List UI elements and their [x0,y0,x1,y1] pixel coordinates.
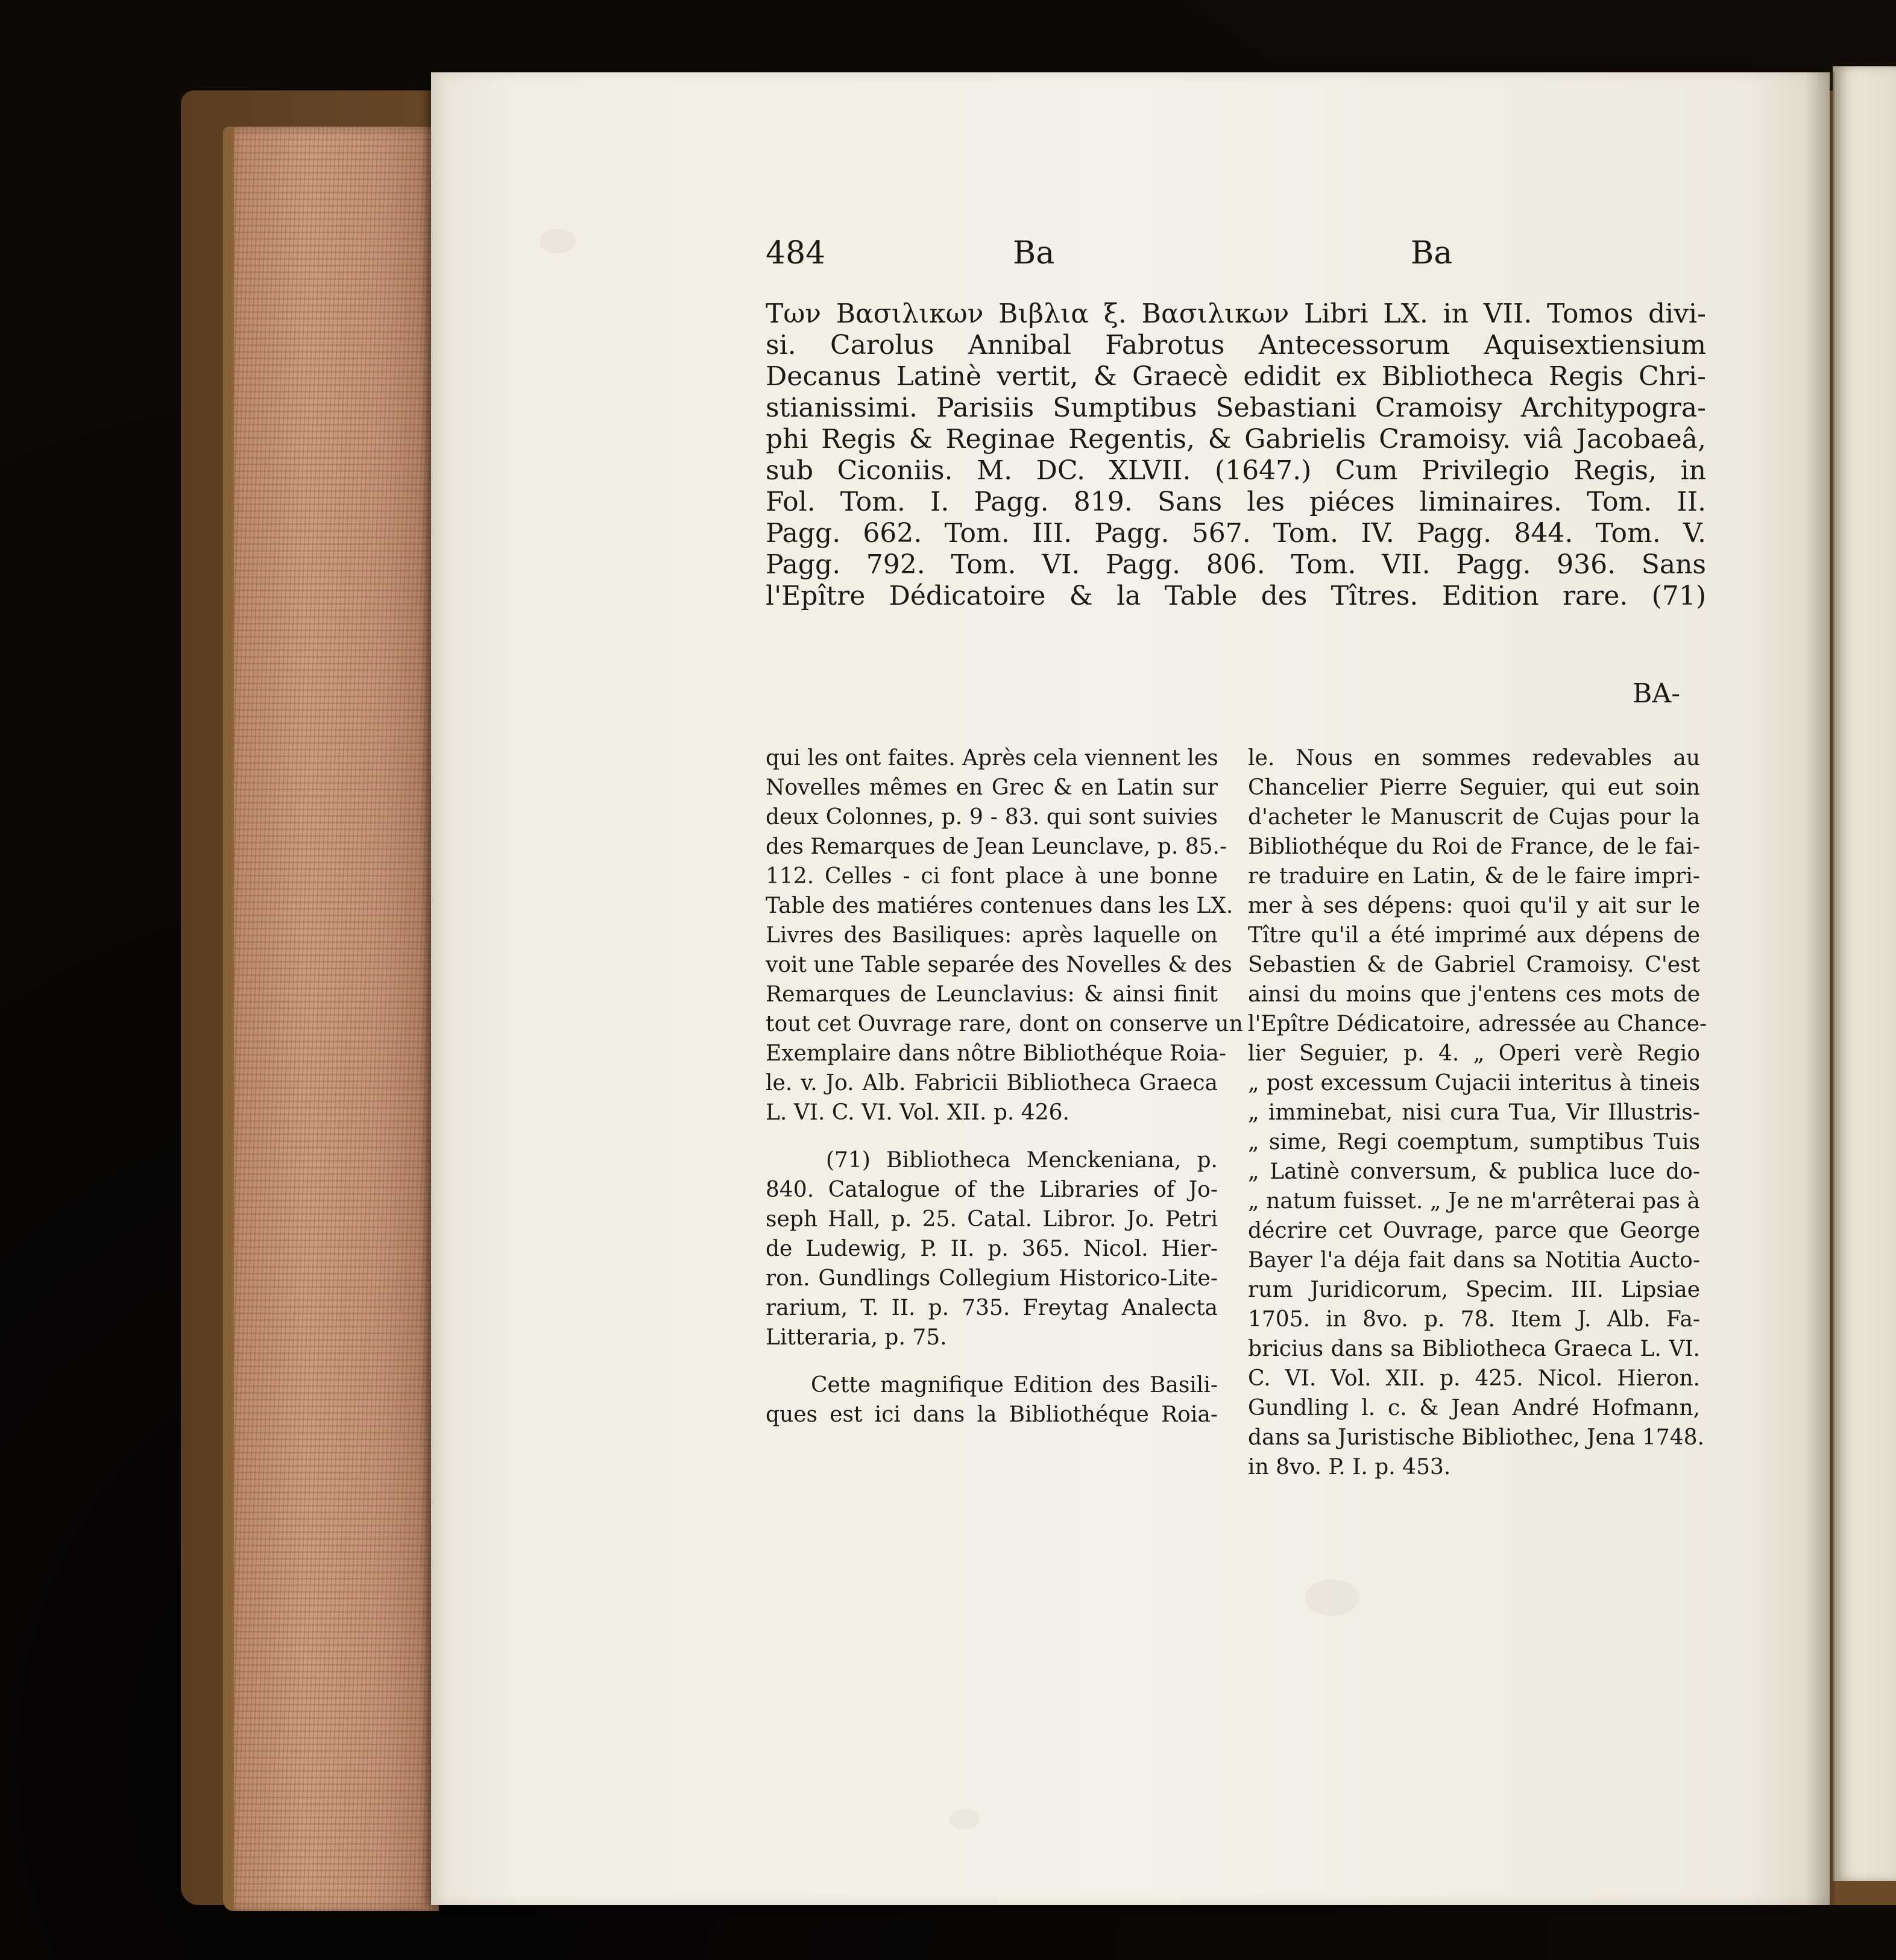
text-line: voit une Table separée des Novelles & des [766,953,1232,977]
text-line: mer à ses dépens: quoi qu'il y ait sur le [1248,893,1700,918]
text-line: „ Latinè conversum, & publica luce do- [1248,1159,1700,1184]
text-line: Exemplaire dans nôtre Bibliothéque Roia- [766,1041,1226,1066]
speckled-fore-edge [223,127,439,1911]
text-line: le. Nous en sommes redevables au [1248,746,1700,770]
text-line: rum Juridicorum, Specim. III. Lipsiae [1248,1278,1700,1302]
text-line: 840. Catalogue of the Libraries of Jo- [766,1177,1218,1202]
text-line: deux Colonnes, p. 9 - 83. qui sont suivies [766,805,1218,830]
text-line: Sebastien & de Gabriel Cramoisy. C'est [1248,953,1700,977]
text-line: lier Seguier, p. 4. „ Operi verè Regio [1248,1041,1700,1066]
page-number: 484 [766,235,826,271]
text-line: rarium, T. II. p. 735. Freytag Analecta [766,1296,1218,1320]
text-line: tout cet Ouvrage rare, dont on conserve un [766,1012,1243,1036]
text-line: 112. Celles - ci font place à une bonne [766,864,1218,889]
text-line: Remarques de Leunclavius: & ainsi finit [766,982,1218,1007]
facing-page-edge [1833,66,1896,1881]
catchword: BA- [1633,678,1680,709]
text-line: „ sime, Regi coemptum, sumptibus Tuis [1248,1130,1700,1155]
entry-line: sub Ciconiis. M. DC. XLVII. (1647.) Cum Privilegio Regis, in [766,455,1706,486]
text-line: „ imminebat, nisi cura Tua, Vir Illustris- [1248,1100,1700,1125]
text-line: Gundling l. c. & Jean André Hofmann, [1248,1396,1700,1420]
text-line: Novelles mêmes en Grec & en Latin sur [766,775,1218,800]
gutter-shadow [1806,72,1835,1905]
entry-line: stianissimi. Parisiis Sumptibus Sebastiani Cramoisy Architypogra- [766,392,1706,423]
text-line: „ natum fuisset. „ Je ne m'arrêterai pas à [1248,1189,1700,1214]
text-line: Litteraria, p. 75. [766,1325,947,1350]
text-line: ques est ici dans la Bibliothéque Roia- [766,1402,1218,1427]
text-line: qui les ont faites. Après cela viennent les [766,746,1218,770]
running-title-left: Ba [1013,235,1055,271]
text-line: de Ludewig, P. II. p. 365. Nicol. Hier- [766,1237,1218,1261]
entry-line: Pagg. 662. Tom. III. Pagg. 567. Tom. IV. Pagg. 844. Tom. V. [766,518,1706,549]
text-line: ainsi du moins que j'entens ces mots de [1248,982,1700,1007]
text-line: Tître qu'il a été imprimé aux dépens de [1248,923,1700,948]
text-line: Cette magnifique Edition des Basili- [811,1373,1218,1398]
text-line: bricius dans sa Bibliotheca Graeca L. VI. [1248,1337,1700,1361]
running-header [766,235,1706,277]
text-line: C. VI. Vol. XII. p. 425. Nicol. Hieron. [1248,1366,1700,1391]
text-line: seph Hall, p. 25. Catal. Libror. Jo. Petri [766,1207,1218,1232]
entry-line: phi Regis & Reginae Regentis, & Gabrielis Cramoisy. viâ Jacobaeâ, [766,424,1706,455]
text-line: ron. Gundlings Collegium Historico-Lite- [766,1266,1218,1291]
left-column [766,743,1243,1429]
text-line: re traduire en Latin, & de le faire impri- [1248,864,1700,889]
text-line: le. v. Jo. Alb. Fabricii Bibliotheca Graeca [766,1071,1218,1095]
text-line: „ post excessum Cujacii interitus à tineis [1248,1071,1700,1095]
entry-line: Pagg. 792. Tom. VI. Pagg. 806. Tom. VII. Pagg. 936. Sans [766,549,1706,580]
text-line: Livres des Basiliques: après laquelle on [766,923,1218,948]
text-line: dans sa Juristische Bibliothec, Jena 1748. [1248,1425,1704,1450]
text-line: (71) Bibliotheca Menckeniana, p. [826,1148,1218,1173]
text-line: L. VI. C. VI. Vol. XII. p. 426. [766,1100,1069,1125]
entry-line: si. Carolus Annibal Fabrotus Antecessorum Aquisextiensium [766,330,1706,361]
text-line: d'acheter le Manuscrit de Cujas pour la [1248,805,1700,830]
running-title-right: Ba [1411,235,1453,271]
text-line: l'Epître Dédicatoire, adressée au Chance- [1248,1012,1707,1036]
right-column [1248,743,1707,1482]
text-line: Table des matiéres contenues dans les LX. [766,893,1233,918]
text-line: Chancelier Pierre Seguier, qui eut soin [1248,775,1700,800]
text-line: 1705. in 8vo. p. 78. Item J. Alb. Fa- [1248,1307,1700,1332]
text-line: Bayer l'a déja fait dans sa Notitia Aucto- [1248,1248,1700,1273]
entry-line: l'Epître Dédicatoire & la Table des Tîtres. Edition rare. (71) [766,581,1706,611]
entry-line: Decanus Latinè vertit, & Graecè edidit ex Bibliotheca Regis Chri- [766,361,1706,392]
text-line: Bibliothéque du Roi de France, de le fai- [1248,834,1700,859]
text-line: des Remarques de Jean Leunclave, p. 85.- [766,834,1227,859]
text-line: in 8vo. P. I. p. 453. [1248,1455,1451,1479]
text-line: décrire cet Ouvrage, parce que George [1248,1218,1700,1243]
bibliographic-entry [766,298,1706,612]
entry-line: Fol. Tom. I. Pagg. 819. Sans les piéces liminaires. Tom. II. [766,487,1706,517]
entry-line: Των Βασιλικων Βιβλια ξ. Βασιλικων Libri LX. in VII. Tomos divi- [766,298,1706,329]
